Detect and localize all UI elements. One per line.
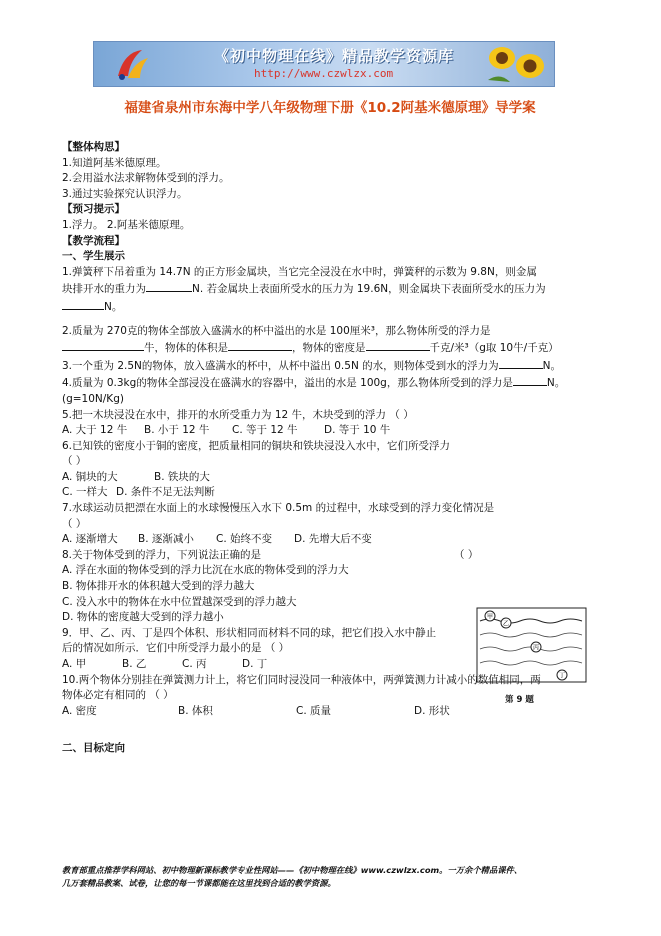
page-footer <box>62 864 602 890</box>
section-heading-show: 一、学生展示 <box>62 250 125 263</box>
footer-line: 几万套精品教案、试卷，让您的每一节课都能在这里找到合适的教学资源。 <box>62 878 336 888</box>
option[interactable]: A. 大于 12 牛 <box>62 424 128 437</box>
section-heading-preview: 【预习提示】 <box>62 203 125 216</box>
question-5-options <box>62 423 602 439</box>
option[interactable]: A. 铜块的大 <box>62 470 118 483</box>
option[interactable]: B. 逐渐减小 <box>138 533 194 546</box>
svg-text:丙: 丙 <box>532 644 540 652</box>
answer-blank[interactable] <box>499 357 543 369</box>
answer-blank[interactable] <box>146 280 192 292</box>
answer-blank[interactable] <box>62 298 104 310</box>
question-6-options <box>62 470 602 486</box>
option[interactable]: A. 甲 <box>62 658 87 670</box>
answer-blank[interactable] <box>62 339 144 351</box>
banner-title: 《初中物理在线》精品教学资源库 <box>214 47 455 65</box>
svg-text:丁: 丁 <box>558 672 566 680</box>
answer-blank[interactable] <box>513 374 547 386</box>
question-10-line1: 10.两个物体分别挂在弹簧测力计上，将它们同时浸没同一种液体中，两弹簧测力计减小的数值相同，两 <box>62 673 541 686</box>
question-7-line1: 7.水球运动员把漂在水面上的水球慢慢压入水下 0.5m 的过程中，水球受到的浮力变化情况是 <box>62 502 495 515</box>
option[interactable]: A. 浮在水面的物体受到的浮力比沉在水底的物体受到的浮力大 <box>62 564 349 577</box>
question-1-line2: 块排开水的重力为 N. 若金属块上表面所受水的压力为 19.6N，则金属块下表面所受水的压力为 <box>62 280 602 298</box>
question-3: 3.一个重为 2.5N的物体，放入盛满水的杯中，从杯中溢出 0.5N 的水，则物体受到水的浮力为 N。 <box>62 357 602 375</box>
option[interactable]: B. 小于 12 牛 <box>144 424 210 437</box>
overall-item: 2.会用溢水法求解物体受到的浮力。 <box>62 172 230 185</box>
question-6-line2: （ ） <box>62 455 87 468</box>
option[interactable]: B. 物体排开水的体积越大受到的浮力越大 <box>62 580 255 593</box>
option[interactable]: C. 丙 <box>182 658 207 670</box>
option[interactable]: C. 始终不变 <box>216 533 273 546</box>
question-10-line2: 物体必定有相同的 （ ） <box>62 689 174 702</box>
question-7-options <box>62 532 602 548</box>
option[interactable]: B. 乙 <box>122 658 147 670</box>
document-title: 福建省泉州市东海中学八年级物理下册《10.2阿基米德原理》导学案 <box>124 100 536 116</box>
section-heading-flow: 【教学流程】 <box>62 234 125 247</box>
option[interactable]: D. 形状 <box>414 704 450 717</box>
option[interactable]: D. 条件不足无法判断 <box>116 486 215 499</box>
svg-text:乙: 乙 <box>502 620 510 628</box>
question-10-options <box>62 704 602 720</box>
option[interactable]: B. 体积 <box>178 704 213 717</box>
site-logo-icon <box>112 46 152 82</box>
question-9-figure <box>476 607 587 683</box>
sunflower-icon <box>480 44 550 84</box>
banner-url[interactable]: http://www.czwlzx.com <box>254 67 394 80</box>
option[interactable]: C. 一样大 <box>62 486 108 499</box>
preview-text: 1.浮力。 2.阿基米德原理。 <box>62 218 191 231</box>
option[interactable]: D. 丁 <box>242 658 268 670</box>
section-heading-overall: 【整体构思】 <box>62 141 125 153</box>
footer-line: 教育部重点推荐学科网站、初中物理新课标教学专业性网站——《初中物理在线》www.czwlzx.com。一万余个精品课件、 <box>62 865 523 875</box>
option[interactable]: D. 物体的密度越大受到的浮力越小 <box>62 611 224 624</box>
option[interactable]: D. 等于 10 牛 <box>324 424 391 437</box>
question-7-line2: （ ） <box>62 517 87 530</box>
header-banner <box>93 41 555 87</box>
question-8: 8.关于物体受到的浮力，下列说法正确的是 （ ） <box>62 548 479 561</box>
option[interactable]: B. 铁块的大 <box>154 470 210 483</box>
figure-caption: 第 9 题 <box>505 695 534 705</box>
question-9-line2: 后的情况如所示．它们中所受浮力最小的是 （ ） <box>62 642 290 655</box>
overall-item: 1.知道阿基米德原理。 <box>62 156 167 169</box>
question-5: 5.把一木块浸没在水中，排开的水所受重力为 12 牛，木块受到的浮力 （ ） <box>62 408 414 421</box>
option[interactable]: D. 先增大后不变 <box>294 533 372 546</box>
question-2-line1: 2.质量为 270克的物体全部放入盛满水的杯中溢出的水是 100厘米³，那么物体所受的浮力是 <box>62 324 491 337</box>
option[interactable]: C. 质量 <box>296 704 332 717</box>
question-1-line3: N。 <box>62 298 602 316</box>
question-1-line1: 1.弹簧秤下吊着重为 14.7N 的正方形金属块，当它完全浸没在水中时，弹簧秤的示数为 9.8N，则金属 <box>62 265 537 278</box>
option[interactable]: A. 逐渐增大 <box>62 533 118 546</box>
question-9-line1: 9．甲、乙、丙、丁是四个体积、形状相同而材料不同的球，把它们投入水中静止 <box>62 626 437 639</box>
answer-blank[interactable] <box>228 339 292 351</box>
overall-item: 3.通过实验探究认识浮力。 <box>62 187 188 200</box>
option[interactable]: A. 密度 <box>62 704 97 717</box>
question-4-note: (g=10N/Kg) <box>62 392 124 405</box>
answer-blank[interactable] <box>366 339 430 351</box>
option[interactable]: C. 等于 12 牛 <box>232 424 298 437</box>
section-heading-goal: 二、目标定向 <box>62 742 125 755</box>
question-4: 4.质量为 0.3kg的物体全部浸没在盛满水的容器中，溢出的水是 100g，那么物体所受到的浮力是 N。 <box>62 374 602 392</box>
option[interactable]: C. 没入水中的物体在水中位置越深受到的浮力越大 <box>62 595 297 608</box>
question-2-line2: 牛，物体的体积是 ，物体的密度是 千克/米³（g取 10牛/千克） <box>62 339 602 357</box>
question-6-options <box>62 485 602 501</box>
svg-text:甲: 甲 <box>486 613 494 621</box>
question-6-line1: 6.已知铁的密度小于铜的密度，把质量相同的铜块和铁块浸没入水中，它们所受浮力 <box>62 439 451 452</box>
